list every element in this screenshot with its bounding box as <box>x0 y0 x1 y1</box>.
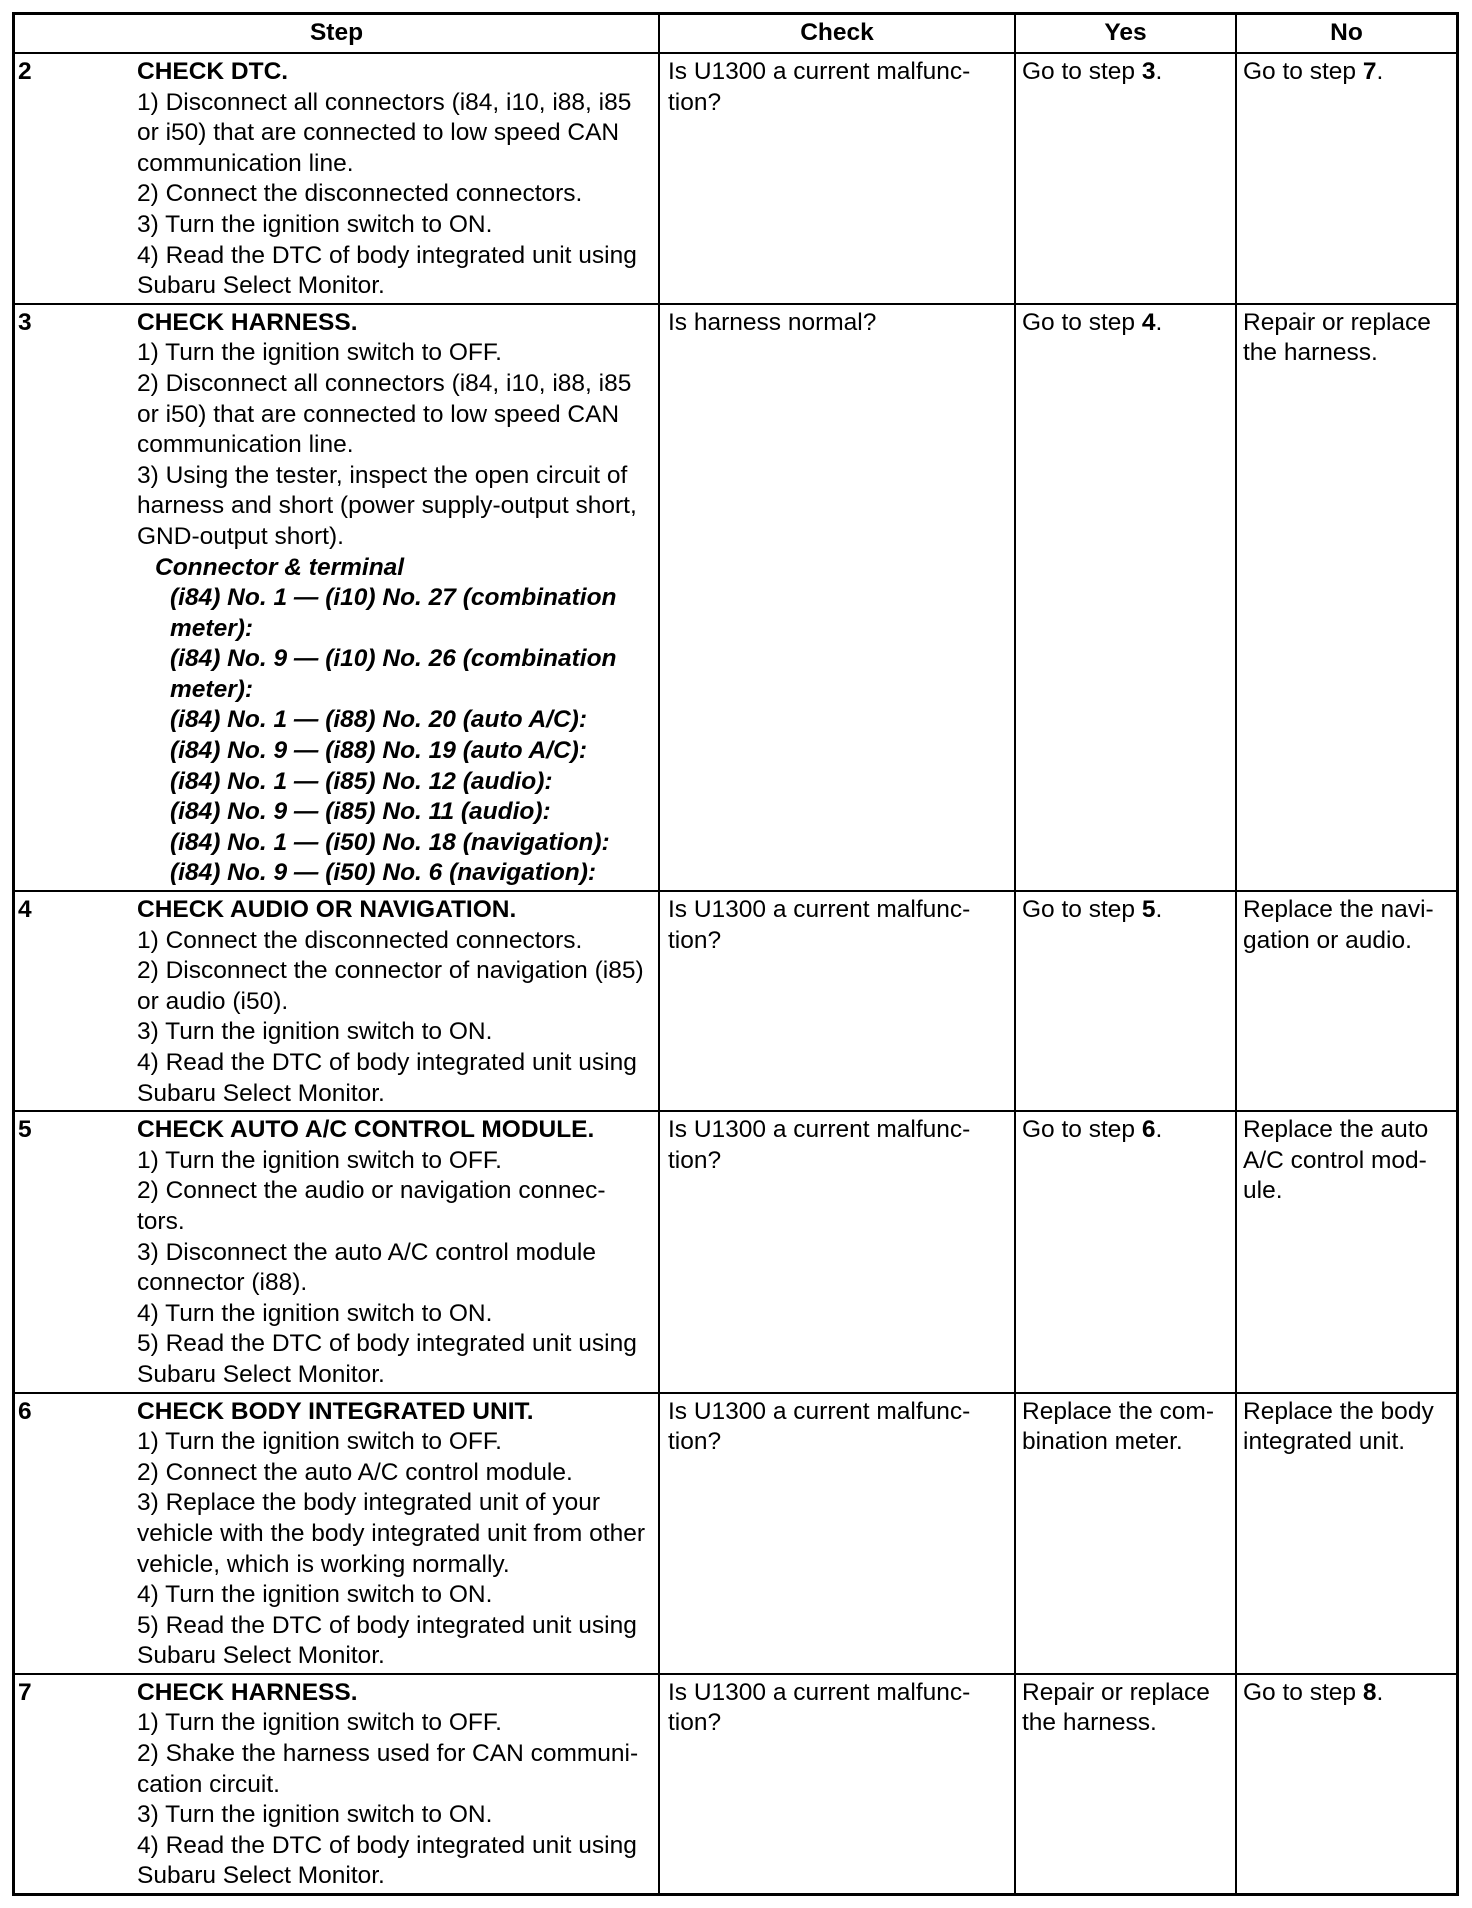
instruction-line: 2) Connect the disconnected connectors. <box>137 180 583 208</box>
no-action-line <box>1243 1176 1456 1207</box>
instruction-line: communication line. <box>137 431 354 459</box>
instruction-line: 2) Shake the harness used for CAN communi- <box>137 1740 639 1768</box>
instruction-line: 2) Disconnect all connectors (i84, i10, i88, i85 <box>137 369 632 397</box>
instruction-line: 5) Read the DTC of body integrated unit using <box>137 1611 637 1639</box>
step-instructions <box>137 57 658 302</box>
instruction-line: 2) Connect the audio or navigation connec- <box>137 1177 606 1205</box>
no-action-text: A/C control mod- <box>1243 1146 1427 1174</box>
check-question-line: Is harness normal? <box>668 308 877 336</box>
no-action-line <box>1243 1115 1456 1146</box>
yes-cell <box>1016 305 1237 890</box>
header-no: No <box>1330 19 1363 47</box>
connector-item-line: (i84) No. 1 — (i50) No. 18 (navigation): <box>170 828 610 856</box>
step-title: CHECK HARNESS. <box>137 308 358 336</box>
instruction-line: 3) Turn the ignition switch to ON. <box>137 210 493 238</box>
instruction-line: harness and short (power supply-output short, <box>137 492 637 520</box>
yes-action-line <box>1022 1115 1235 1146</box>
step-cell <box>15 305 660 890</box>
yes-target-step: 6 <box>1141 1116 1156 1144</box>
check-question-line: Is U1300 a current malfunc- <box>668 1678 971 1706</box>
instruction-line: Subaru Select Monitor. <box>137 1862 385 1890</box>
table-row <box>15 1394 1456 1675</box>
instruction-line: GND-output short). <box>137 522 344 550</box>
no-cell <box>1237 1394 1456 1673</box>
instruction-line: 1) Turn the ignition switch to OFF. <box>137 1146 502 1174</box>
instruction-line: 2) Disconnect the connector of navigation (i85) <box>137 957 644 985</box>
instruction-line: connector (i88). <box>137 1269 308 1297</box>
yes-action-end: . <box>1155 1116 1163 1144</box>
no-action-text: Replace the auto <box>1243 1116 1429 1144</box>
check-question-line: tion? <box>668 1709 722 1737</box>
yes-action-line <box>1022 1427 1235 1458</box>
connector-heading: Connector & terminal <box>155 553 405 581</box>
troubleshooting-table <box>12 12 1459 1896</box>
table-row <box>15 1675 1456 1893</box>
yes-cell <box>1016 54 1237 303</box>
table-row <box>15 305 1456 892</box>
connector-item-line: (i84) No. 1 — (i85) No. 12 (audio): <box>170 767 553 795</box>
table-row <box>15 892 1456 1112</box>
step-cell <box>15 892 660 1110</box>
check-cell <box>660 1394 1016 1673</box>
no-action-line <box>1243 1397 1456 1428</box>
no-action-text: the harness. <box>1243 339 1378 367</box>
instruction-line: communication line. <box>137 149 354 177</box>
check-question-line: Is U1300 a current malfunc- <box>668 58 971 85</box>
instruction-line: 3) Turn the ignition switch to ON. <box>137 1801 493 1829</box>
check-cell <box>660 1675 1016 1893</box>
instruction-line: tors. <box>137 1207 185 1235</box>
no-action-end: . <box>1376 1678 1384 1706</box>
check-question-line: tion? <box>668 1146 722 1174</box>
yes-action-text: Replace the com- <box>1022 1397 1215 1425</box>
instruction-line: 3) Disconnect the auto A/C control module <box>137 1238 596 1266</box>
no-action-line <box>1243 1146 1456 1177</box>
step-cell <box>15 1675 660 1893</box>
instruction-line: vehicle with the body integrated unit from other <box>137 1519 645 1547</box>
instruction-line: 4) Read the DTC of body integrated unit using <box>137 1831 637 1859</box>
step-instructions <box>137 1115 658 1390</box>
connector-item-line: (i84) No. 1 — (i10) No. 27 (combination <box>170 584 617 612</box>
no-action-text: Replace the navi- <box>1243 896 1434 924</box>
table-row <box>15 1112 1456 1393</box>
check-question-line: tion? <box>668 1428 722 1456</box>
no-action-line <box>1243 926 1456 957</box>
table-row <box>15 54 1456 305</box>
check-cell <box>660 54 1016 303</box>
instruction-line: 4) Read the DTC of body integrated unit using <box>137 241 637 269</box>
check-question-line: Is U1300 a current malfunc- <box>668 1397 971 1425</box>
check-cell <box>660 892 1016 1110</box>
connector-item-line: (i84) No. 1 — (i88) No. 20 (auto A/C): <box>170 706 587 734</box>
step-instructions <box>137 308 658 889</box>
yes-cell <box>1016 1112 1237 1391</box>
step-number: 6 <box>18 1397 32 1425</box>
check-cell <box>660 1112 1016 1391</box>
step-title: CHECK BODY INTEGRATED UNIT. <box>137 1397 534 1425</box>
check-cell <box>660 305 1016 890</box>
step-title: CHECK DTC. <box>137 58 289 85</box>
yes-action-text: Go to step <box>1022 1116 1142 1144</box>
instruction-line: 4) Read the DTC of body integrated unit using <box>137 1049 637 1076</box>
header-row <box>15 15 1456 54</box>
connector-item-line: (i84) No. 9 — (i85) No. 11 (audio): <box>170 798 551 826</box>
instruction-line: Subaru Select Monitor. <box>137 1642 385 1670</box>
no-action-end: . <box>1376 58 1384 85</box>
check-question-line: tion? <box>668 88 722 116</box>
yes-cell <box>1016 1675 1237 1893</box>
no-cell <box>1237 305 1456 890</box>
instruction-line: 4) Turn the ignition switch to ON. <box>137 1299 493 1327</box>
instruction-line: cation circuit. <box>137 1770 280 1798</box>
no-action-text: ule. <box>1243 1177 1283 1205</box>
no-action-text: integrated unit. <box>1243 1428 1406 1456</box>
yes-action-text: Go to step <box>1022 896 1142 924</box>
instruction-line: 1) Connect the disconnected connectors. <box>137 926 583 954</box>
yes-action-text: the harness. <box>1022 1709 1157 1737</box>
no-action-text: Replace the body <box>1243 1397 1434 1425</box>
instruction-line: Subaru Select Monitor. <box>137 1360 385 1388</box>
step-cell <box>15 1112 660 1391</box>
instruction-line: 3) Turn the ignition switch to ON. <box>137 1018 493 1046</box>
no-target-step: 8 <box>1362 1678 1377 1706</box>
instruction-line: or i50) that are connected to low speed CAN <box>137 400 620 428</box>
no-action-text: Go to step <box>1243 58 1363 85</box>
instruction-line: or audio (i50). <box>137 987 289 1015</box>
step-cell <box>15 54 660 303</box>
step-number: 3 <box>18 308 32 336</box>
yes-action-line <box>1022 895 1235 926</box>
no-action-line <box>1243 1678 1456 1709</box>
instruction-line: 4) Turn the ignition switch to ON. <box>137 1581 493 1609</box>
no-action-line <box>1243 1427 1456 1458</box>
instruction-line: 1) Turn the ignition switch to OFF. <box>137 339 502 367</box>
yes-action-end: . <box>1155 308 1163 336</box>
no-action-line <box>1243 338 1456 369</box>
step-number: 2 <box>18 58 32 85</box>
yes-action-text: Repair or replace <box>1022 1678 1210 1706</box>
no-action-text: Repair or replace <box>1243 308 1431 336</box>
step-number: 4 <box>18 896 32 924</box>
instruction-line: 3) Using the tester, inspect the open circuit of <box>137 461 628 489</box>
no-cell <box>1237 1112 1456 1391</box>
no-action-line <box>1243 57 1456 88</box>
header-yes: Yes <box>1016 15 1237 52</box>
step-title: CHECK AUDIO OR NAVIGATION. <box>137 896 517 924</box>
yes-action-line <box>1022 1708 1235 1739</box>
connector-item-line: (i84) No. 9 — (i88) No. 19 (auto A/C): <box>170 737 587 765</box>
yes-action-text: Go to step <box>1022 58 1142 85</box>
yes-action-line <box>1022 308 1235 339</box>
instruction-line: vehicle, which is working normally. <box>137 1550 510 1578</box>
check-question-line: Is U1300 a current malfunc- <box>668 896 971 924</box>
header-check: Check <box>660 15 1016 52</box>
no-cell <box>1237 54 1456 303</box>
instruction-line: 5) Read the DTC of body integrated unit using <box>137 1330 637 1358</box>
yes-target-step: 3 <box>1141 58 1156 85</box>
yes-target-step: 4 <box>1141 308 1156 336</box>
yes-action-text: bination meter. <box>1022 1428 1183 1456</box>
instruction-line: 1) Turn the ignition switch to OFF. <box>137 1428 502 1456</box>
instruction-line: 1) Turn the ignition switch to OFF. <box>137 1709 502 1737</box>
instruction-line: 3) Replace the body integrated unit of your <box>137 1489 601 1517</box>
instruction-line: or i50) that are connected to low speed CAN <box>137 119 620 147</box>
step-title: CHECK AUTO A/C CONTROL MODULE. <box>137 1116 595 1144</box>
step-instructions <box>137 895 658 1109</box>
yes-action-line <box>1022 57 1235 88</box>
connector-item-line: (i84) No. 9 — (i50) No. 6 (navigation): <box>170 859 597 887</box>
no-target-step: 7 <box>1362 58 1377 85</box>
yes-action-end: . <box>1155 58 1163 85</box>
yes-action-text: Go to step <box>1022 308 1142 336</box>
header-step: Step <box>15 15 660 52</box>
step-title: CHECK HARNESS. <box>137 1678 358 1706</box>
check-question-line: tion? <box>668 926 722 954</box>
step-number: 5 <box>18 1116 32 1144</box>
instruction-line: 2) Connect the auto A/C control module. <box>137 1458 573 1486</box>
no-action-line <box>1243 895 1456 926</box>
check-question-line: Is U1300 a current malfunc- <box>668 1116 971 1144</box>
no-cell <box>1237 892 1456 1110</box>
no-action-text: gation or audio. <box>1243 926 1412 954</box>
no-action-text: Go to step <box>1243 1678 1363 1706</box>
step-number: 7 <box>18 1678 32 1706</box>
yes-action-line <box>1022 1678 1235 1709</box>
connector-item-line: meter): <box>170 675 254 703</box>
instruction-line: 1) Disconnect all connectors (i84, i10, i88, i85 <box>137 88 632 116</box>
yes-action-line <box>1022 1397 1235 1428</box>
connector-item-line: meter): <box>170 614 254 642</box>
instruction-line: Subaru Select Monitor. <box>137 272 385 300</box>
no-cell <box>1237 1675 1456 1893</box>
step-cell <box>15 1394 660 1673</box>
instruction-line: Subaru Select Monitor. <box>137 1079 385 1107</box>
step-instructions <box>137 1678 658 1892</box>
step-instructions <box>137 1397 658 1672</box>
yes-action-end: . <box>1155 896 1163 924</box>
yes-target-step: 5 <box>1141 896 1156 924</box>
yes-cell <box>1016 892 1237 1110</box>
connector-item-line: (i84) No. 9 — (i10) No. 26 (combination <box>170 645 617 673</box>
no-action-line <box>1243 308 1456 339</box>
yes-cell <box>1016 1394 1237 1673</box>
table-body <box>15 54 1456 1893</box>
